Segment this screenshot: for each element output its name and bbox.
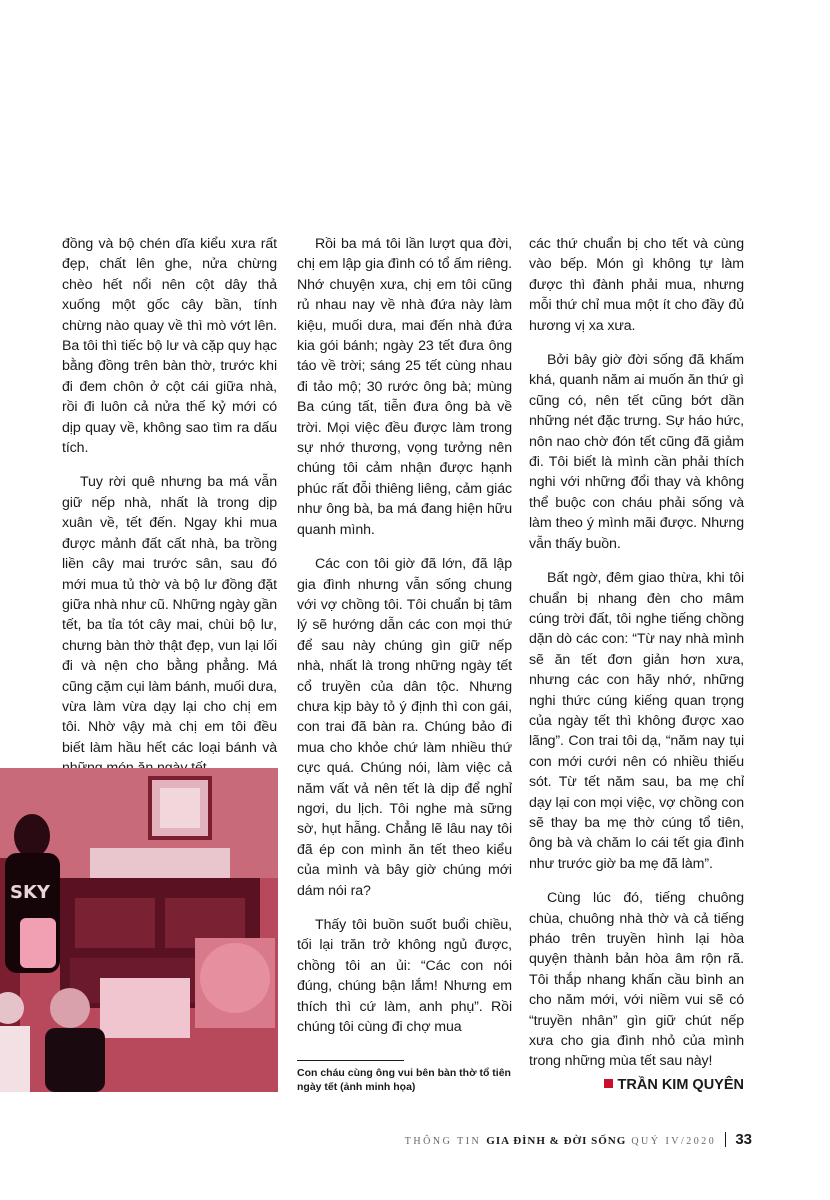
shirt-text: SKY: [10, 882, 50, 903]
author-byline: [529, 1077, 744, 1093]
author-name: TRẦN KIM QUYÊN: [617, 1077, 744, 1093]
paragraph: Bất ngờ, đêm giao thừa, khi tôi chuẩn bị nhang đèn cho mâm cúng trời đất, tôi nghe tiếng chồng dặn dò các con: “Từ nay nhà mình sẽ ăn tết đơn giản hơn xưa, nhưng các con hãy nhớ, những nghi thức cúng kiếng quan trọng của ngày tết thì không được xao lãng”. Con trai tôi dạ, “năm nay tụi con mới cưới nên có nhiều thiếu sót. Từ tết năm sau, ba mẹ chỉ dạy lại con mọi việc, vợ chồng con sẽ thay ba mẹ thờ cúng tổ tiên, ông bà và chăm lo cái tết gia đình như trước giờ ba mẹ đã làm”.: [529, 570, 744, 872]
paragraph: Thấy tôi buồn suốt buổi chiều, tối lại trăn trở không ngủ được, chồng tôi an ủi: “Các con nói đúng, chúng bận lắm! Nhưng em thích thì cứ làm, anh phụ”. Rồi chúng tôi cùng đi chợ mua: [297, 917, 512, 1036]
paragraph: Cùng lúc đó, tiếng chuông chùa, chuông nhà thờ và cả tiếng pháo trên truyền hình lại hòa quyện thành bản hòa âm rộn rã. Tôi thắp nhang khấn cầu bình an cho năm mới, với niềm vui sẽ có “truyền nhân” gìn giữ chút nếp xưa cho gia đình nhỏ của mình trong những mùa tết sau này!: [529, 890, 744, 1070]
paragraph: Bởi bây giờ đời sống đã khấm khá, quanh năm ai muốn ăn thứ gì cũng có, nên tết cũng bớt dần những nét đặc trưng. Sự háo hức, nôn nao chờ đón tết cũng đã giảm đi. Tôi biết là mình cần phải thích nghi với những đổi thay và không thể buộc con cháu phải sống và làm theo ý mình mãi được. Nhưng vẫn thấy buồn.: [529, 352, 744, 552]
photo-illustration: [0, 768, 278, 1092]
caption-rule: [297, 1060, 404, 1061]
family-altar-photo: [0, 768, 278, 1092]
paragraph: Rồi ba má tôi lần lượt qua đời, chị em lập gia đình có tổ ấm riêng. Nhớ chuyện xưa, chị em tôi cũng rủ nhau nay về nhà đứa này làm kiệu, muối dưa, mai đến nhà đứa kia gói bánh; ngày 23 tết đưa ông táo về trời; sáng 25 tết cùng nhau đi tảo mộ; 30 rước ông bà; mùng Ba cúng tất, tiễn đưa ông bà về trời. Mọi việc đều được làm trong sự nhớ thương, vọng tưởng nên chúng tôi cảm nhận được hạnh phúc rất đỗi thiêng liêng, cảm giác như ông bà, ba má đang hiện hữu quanh mình.: [297, 236, 512, 538]
page-footer: [405, 1131, 752, 1148]
footer-divider: [725, 1132, 726, 1147]
footer-issue: QUÝ IV/2020: [631, 1136, 717, 1147]
footer-prefix: THÔNG TIN: [404, 1136, 482, 1147]
footer-brand: GIA ĐÌNH & ĐỜI SỐNG: [486, 1135, 627, 1147]
paragraph: Các con tôi giờ đã lớn, đã lập gia đình nhưng vẫn sống chung với vợ chồng tôi. Tôi chuẩn bị tâm lý sẽ hướng dẫn các con mọi thứ để sau này chúng gìn giữ nếp nhà, nhất là trong những ngày tết cổ truyền của dân tộc. Nhưng chưa kịp bày tỏ ý định thì con gái, con trai đã bàn ra. Chúng bảo đi mua cho khỏe chứ làm nhiều thứ cực quá. Chúng nói, làm việc cả năm vất vả nên tết là dịp để nghỉ ngơi, du lịch. Tôi nghe mà sững sờ, hụt hẫng. Chẳng lẽ lâu nay tôi đã ép con mình ăn tết theo kiểu của mình và bây giờ chúng mới dám nói ra?: [297, 556, 512, 899]
article-column-1: [62, 234, 277, 793]
article-column-3: [529, 234, 744, 1086]
photo-caption: Con cháu cùng ông vui bên bàn thờ tổ tiên ngày tết (ảnh minh họa): [297, 1067, 511, 1093]
paragraph: các thứ chuẩn bị cho tết và cùng vào bếp. Món gì không tự làm được thì đành phải mua, nhưng mỗi thứ chỉ mua một ít cho đầy đủ hương vị xa xưa.: [529, 236, 744, 334]
paragraph: Tuy rời quê nhưng ba má vẫn giữ nếp nhà, nhất là trong dịp xuân về, tết đến. Ngay khi mua được mảnh đất cất nhà, ba trồng liền cây mai trước sân, sau đó mới mua tủ thờ và bộ lư đồng đặt giữa nhà như cũ. Những ngày gần tết, ba tỉa tót cây mai, chùi bộ lư, chưng bàn thờ thật đẹp, vun lại lối đi và nện cho bằng phẳng. Má cũng cặm cụi làm bánh, muối dưa, vừa làm vừa dạy lại cho chị em tôi. Nhờ vậy mà chị em tôi đều biết làm hầu hết các loại bánh và: [62, 474, 277, 756]
article-column-2: [297, 234, 512, 1051]
page-number: 33: [735, 1131, 752, 1148]
square-bullet-icon: [604, 1079, 613, 1088]
paragraph: đồng và bộ chén dĩa kiểu xưa rất đẹp, chất lên ghe, nửa chừng chèo hết nổi nên cột dây thả xuống một gốc cây bần, tính chừng nào quay về thì mò vớt lên. Ba tôi thì tiếc bộ lư và cặp quy hạc bằng đồng trên bàn thờ, trước khi đi đem chôn ở cột cái giữa nhà, rồi đi luôn cả nửa thế kỷ mới có dịp quay về, không sao tìm ra dấu tích.: [62, 236, 277, 457]
